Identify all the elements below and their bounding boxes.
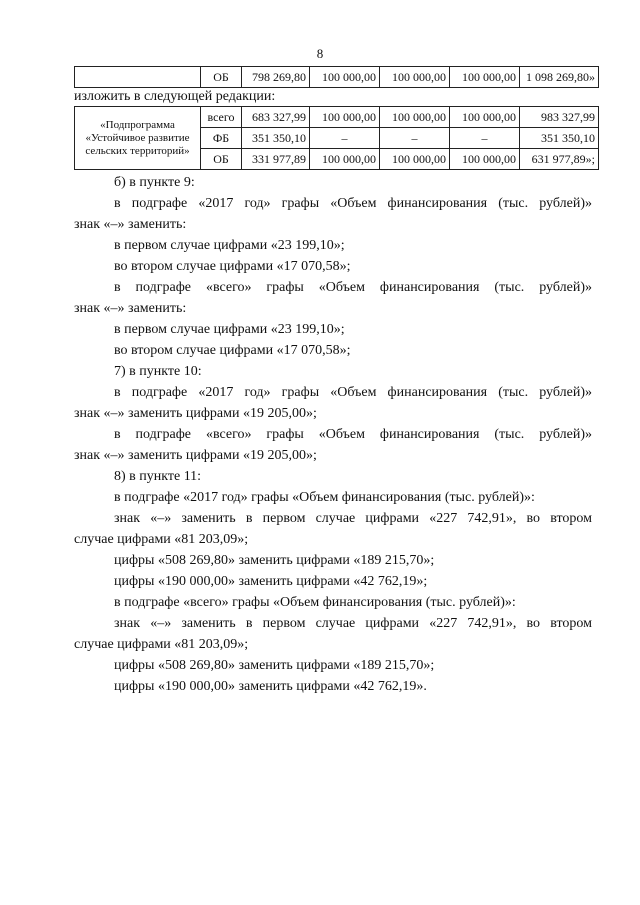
value-cell: 100 000,00	[450, 149, 520, 170]
body-line: в первом случае цифрами «23 199,10»;	[114, 322, 345, 337]
body-line: случае цифрами «81 203,09»;	[74, 637, 249, 652]
body-line: знак «–» заменить:	[74, 301, 187, 316]
body-line: в подграфе «всего» графы «Объем финансирования (тыс. рублей)»	[114, 280, 592, 295]
body-line: в подграфе «2017 год» графы «Объем финансирования (тыс. рублей)»:	[114, 490, 535, 505]
value-cell: 100 000,00	[450, 67, 520, 88]
body-line: в подграфе «2017 год» графы «Объем финансирования (тыс. рублей)»	[114, 196, 592, 211]
value-cell: 331 977,89	[242, 149, 310, 170]
body-line: б) в пункте 9:	[114, 175, 195, 190]
value-cell: 798 269,80	[242, 67, 310, 88]
body-line: в подграфе «2017 год» графы «Объем финансирования (тыс. рублей)»	[114, 385, 592, 400]
body-line: 7) в пункте 10:	[114, 364, 202, 379]
table-row	[75, 67, 599, 88]
intro-line: изложить в следующей редакции:	[74, 89, 276, 104]
body-line: в подграфе «всего» графы «Объем финансирования (тыс. рублей)»:	[114, 595, 516, 610]
value-cell: 100 000,00	[310, 149, 380, 170]
program-label: «Подпрограмма «Устойчивое развитие сельских территорий»	[75, 107, 201, 170]
value-cell: 100 000,00	[310, 67, 380, 88]
source-cell: ОБ	[201, 67, 242, 88]
value-cell: 100 000,00	[380, 107, 450, 128]
value-cell: 100 000,00	[310, 107, 380, 128]
body-line: в подграфе «всего» графы «Объем финансирования (тыс. рублей)»	[114, 427, 592, 442]
table-row	[75, 107, 599, 128]
body-line: случае цифрами «81 203,09»;	[74, 532, 249, 547]
source-cell: ФБ	[201, 128, 242, 149]
body-line: во втором случае цифрами «17 070,58»;	[114, 259, 351, 274]
body-line: цифры «190 000,00» заменить цифрами «42 762,19»;	[114, 574, 428, 589]
body-line: знак «–» заменить цифрами «19 205,00»;	[74, 448, 317, 463]
financing-table-new	[74, 106, 599, 170]
source-cell: всего	[201, 107, 242, 128]
page-number: 8	[316, 46, 324, 61]
value-cell: 683 327,99	[242, 107, 310, 128]
body-line: в первом случае цифрами «23 199,10»;	[114, 238, 345, 253]
value-cell: 100 000,00	[380, 67, 450, 88]
value-cell: 351 350,10	[242, 128, 310, 149]
body-line: во втором случае цифрами «17 070,58»;	[114, 343, 351, 358]
body-line: цифры «508 269,80» заменить цифрами «189 215,70»;	[114, 658, 435, 673]
total-cell: 351 350,10	[520, 128, 599, 149]
source-cell: ОБ	[201, 149, 242, 170]
body-line: знак «–» заменить в первом случае цифрами «227 742,91», во втором	[114, 511, 592, 526]
value-cell: 100 000,00	[450, 107, 520, 128]
value-cell: 100 000,00	[380, 149, 450, 170]
value-cell: –	[450, 128, 520, 149]
value-cell: –	[310, 128, 380, 149]
body-line: цифры «508 269,80» заменить цифрами «189 215,70»;	[114, 553, 435, 568]
total-cell: 631 977,89»;	[520, 149, 599, 170]
body-line: 8) в пункте 11:	[114, 469, 202, 484]
program-cell	[75, 67, 201, 88]
total-cell: 1 098 269,80»	[520, 67, 599, 88]
total-cell: 983 327,99	[520, 107, 599, 128]
financing-table-old	[74, 66, 599, 88]
body-line: знак «–» заменить цифрами «19 205,00»;	[74, 406, 317, 421]
value-cell: –	[380, 128, 450, 149]
body-line: цифры «190 000,00» заменить цифрами «42 762,19».	[114, 679, 427, 694]
body-line: знак «–» заменить в первом случае цифрами «227 742,91», во втором	[114, 616, 592, 631]
body-line: знак «–» заменить:	[74, 217, 187, 232]
